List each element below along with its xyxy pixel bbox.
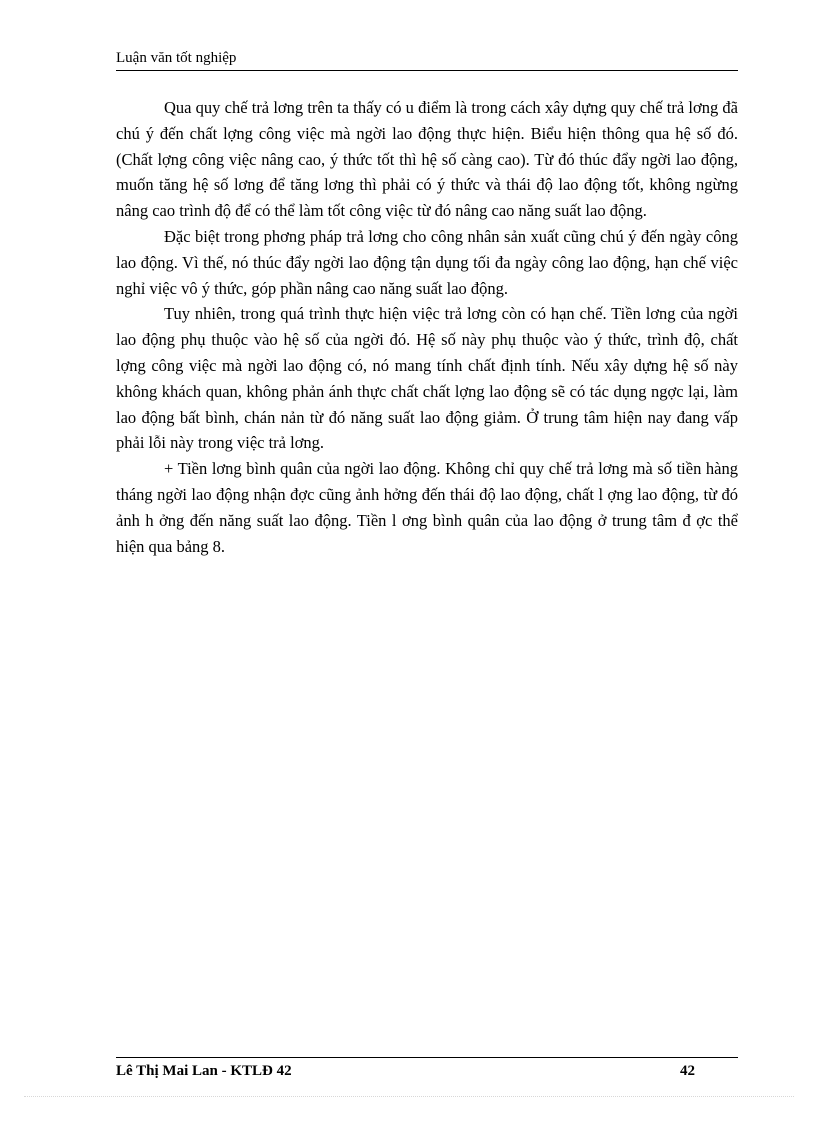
document-body — [116, 95, 738, 559]
paragraph-3: Tuy nhiên, trong quá trình thực hiện việc trả lơng còn có hạn chế. Tiền lơng của ngời lao động phụ thuộc vào hệ số của ngời đó. Hệ số này phụ thuộc vào ý thức, trình độ, chất lợng công việc mà ngời lao động có, nó mang tính chất định tính. Nếu xây dựng hệ số này không khách quan, không phản ánh thực chất chất lợng lao động sẽ có tác dụng ngợc lại, làm lao động bất bình, chán nản từ đó năng suất lao động giảm. Ở trung tâm hiện nay đang vấp phải lỗi này trong việc trả lơng. — [116, 304, 738, 453]
page-number: 42 — [680, 1063, 695, 1079]
paragraph-1: Qua quy chế trả lơng trên ta thấy có u điểm là trong cách xây dựng quy chế trả lơng đã chú ý đến chất lợng công việc mà ngời lao động thực hiện. Biểu hiện thông qua hệ số đó. (Chất lợng công việc nâng cao, ý thức tốt thì hệ số càng cao). Từ đó thúc đẩy ngời lao động, muốn tăng hệ số lơng để tăng lơng thì phải có ý thức và thái độ lao động tốt, không ngừng nâng cao trình độ để có thể làm tốt công việc từ đó nâng cao năng suất lao động. — [116, 98, 738, 221]
footer-author: Lê Thị Mai Lan - KTLĐ 42 — [116, 1063, 292, 1079]
paragraph-4: + Tiền lơng bình quân của ngời lao động. Không chỉ quy chế trả lơng mà số tiền hàng tháng ngời lao động nhận đợc cũng ảnh hởng đến thái độ lao động, chất l ợng lao động, từ đó ảnh h ởng đến năng suất lao động. Tiền l ơng bình quân của lao động ở trung tâm đ ợc thể hiện qua bảng 8. — [116, 459, 738, 556]
paragraph-2: Đặc biệt trong phơng pháp trả lơng cho công nhân sản xuất cũng chú ý đến ngày công lao động. Vì thế, nó thúc đẩy ngời lao động tận dụng tối đa ngày công lao động, hạn chế việc nghỉ việc vô ý thức, góp phần nâng cao năng suất lao động. — [116, 226, 738, 298]
page-header — [116, 48, 738, 71]
page-footer — [116, 1057, 738, 1079]
header-title: Luận văn tốt nghiệp — [116, 50, 237, 66]
page-bottom-divider — [24, 1096, 794, 1097]
